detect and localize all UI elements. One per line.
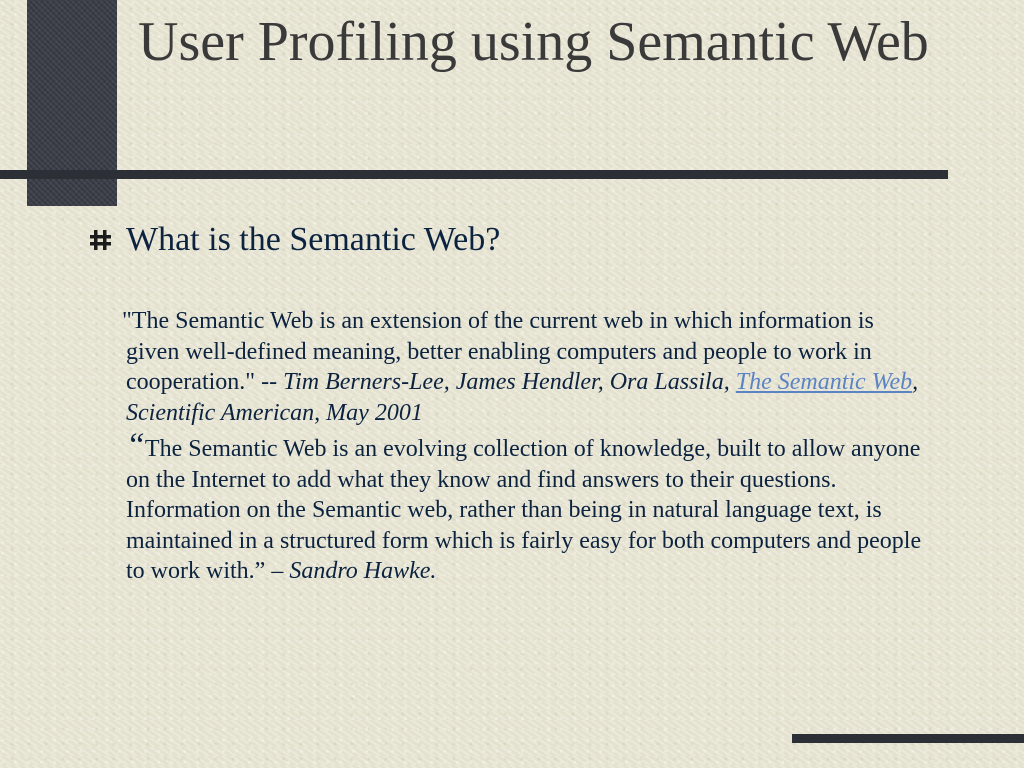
quote2-author: Sandro Hawke. — [289, 558, 437, 584]
quote1-authors: Tim Berners-Lee, James Hendler, Ora Lassila, — [283, 369, 736, 395]
quote2-text: The Semantic Web is an evolving collection of knowledge, built to allow anyone on the Internet to add what they know and find answers to their questions. Information on the Semantic web, rather than being in natural language text, is maintained in a structured form which is fairly easy for both computers and people to work with.” – — [126, 436, 922, 584]
semantic-web-link[interactable]: The Semantic Web — [735, 369, 913, 395]
quote1-text: "The Semantic Web is an extension of the current web in which information is given well-defined meaning, better enabling computers and people to work in cooperation." -- — [122, 308, 874, 395]
quote-berners-lee — [122, 306, 931, 428]
slide-body — [122, 306, 931, 587]
title-divider-bar — [0, 170, 948, 179]
quote1-source: , Scientific American, May 2001 — [126, 369, 919, 426]
bullet-text: What is the Semantic Web? — [126, 221, 501, 258]
hash-bullet-icon — [88, 227, 114, 253]
bullet-item — [88, 220, 500, 260]
slide-title: User Profiling using Semantic Web — [138, 11, 929, 73]
footer-divider-bar — [792, 734, 1024, 743]
quote-hawke — [126, 427, 931, 587]
open-quote-mark: “ — [126, 427, 145, 464]
